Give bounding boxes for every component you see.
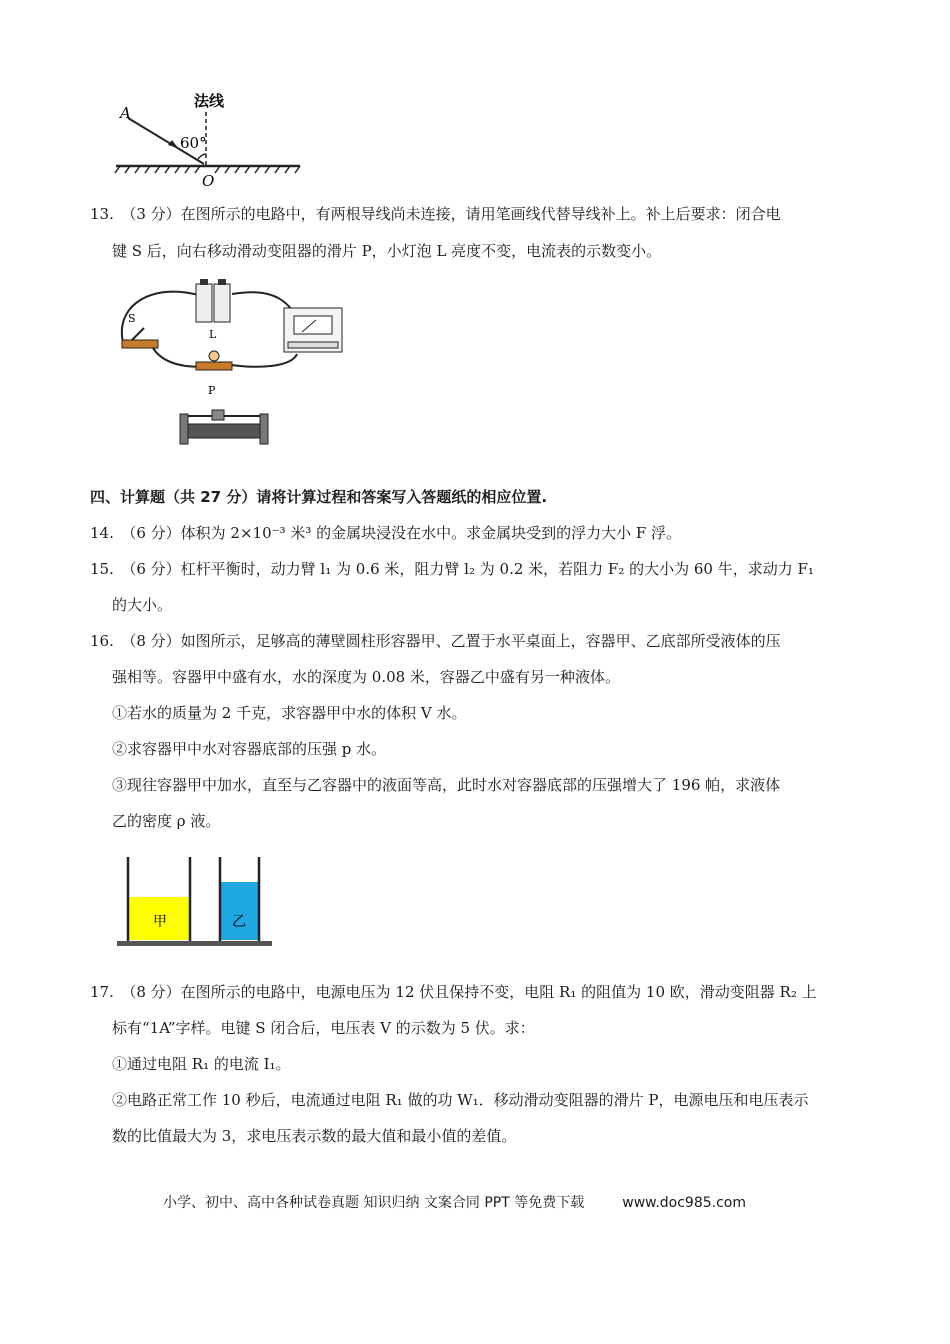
ray-arrowhead [168, 140, 178, 148]
ammeter-icon [284, 308, 342, 352]
wire-lamp-ammeter [224, 354, 297, 367]
footer-url[interactable]: www.doc985.com [622, 1195, 746, 1211]
containers-figure [115, 852, 275, 952]
footer-text: 小学、初中、高中各种试卷真题 知识归纳 文案合同 PPT 等免费下载 [163, 1195, 585, 1211]
q17-line2: 标有“1A”字样。电键 S 闭合后，电压表 V 的示数为 5 伏。求： [112, 1019, 535, 1037]
q13-line2: 键 S 后，向右移动滑动变阻器的滑片 P，小灯泡 L 亮度不变，电流表的示数变小。 [112, 242, 662, 260]
q16-part1: ①若水的质量为 2 千克，求容器甲中水的体积 V 水。 [112, 704, 467, 722]
q16-part3b: 乙的密度 ρ 液。 [112, 812, 221, 830]
q17-part1: ①通过电阻 R₁ 的电流 I₁。 [112, 1055, 291, 1073]
q16-line1: 16. （8 分）如图所示，足够高的薄壁圆柱形容器甲、乙置于水平桌面上，容器甲、乙底部所受液体的压 [90, 632, 781, 650]
container-a-label: 甲 [153, 914, 167, 930]
q14-line1: 14. （6 分）体积为 2×10⁻³ 米³ 的金属块浸没在水中。求金属块受到的浮力大小 F 浮。 [90, 524, 682, 542]
q13-line1: 13. （3 分）在图所示的电路中，有两根导线尚未连接，请用笔画线代替导线补上。补上后要求：闭合电 [90, 205, 781, 223]
container-b-liquid [221, 882, 258, 940]
q16-part3a: ③现往容器甲中加水，直至与乙容器中的液面等高，此时水对容器底部的压强增大了 196 帕，求液体 [112, 776, 781, 794]
point-label-o: O [202, 172, 215, 190]
q15-line2: 的大小。 [112, 596, 173, 614]
q15-line1: 15. （6 分）杠杆平衡时，动力臂 l₁ 为 0.6 米，阻力臂 l₂ 为 0.2 米，若阻力 F₂ 的大小为 60 牛，求动力 F₁ [90, 560, 814, 578]
circuit-figure [112, 276, 357, 456]
angle-label: 60° [180, 134, 207, 152]
lamp-label: L [209, 328, 217, 341]
normal-line-label: 法线 [194, 92, 225, 110]
lamp-icon [196, 351, 232, 370]
optics-reflection-figure [110, 88, 310, 190]
section4-heading: 四、计算题（共 27 分）请将计算过程和答案写入答题纸的相应位置. [90, 488, 548, 506]
q17-part2b: 数的比值最大为 3，求电压表示数的最大值和最小值的差值。 [112, 1127, 517, 1145]
rheostat-icon [180, 410, 268, 444]
switch-label: S [128, 312, 136, 325]
page-footer [163, 1192, 746, 1212]
q17-line1: 17. （8 分）在图所示的电路中，电源电压为 12 伏且保持不变，电阻 R₁ 的阻值为 10 欧，滑动变阻器 R₂ 上 [90, 983, 817, 1001]
table-surface [117, 941, 272, 946]
battery-icon [196, 279, 230, 322]
q16-part2: ②求容器甲中水对容器底部的压强 p 水。 [112, 740, 387, 758]
container-b-label: 乙 [232, 914, 246, 930]
angle-arc [198, 154, 206, 159]
switch-icon [122, 328, 158, 348]
q17-part2a: ②电路正常工作 10 秒后，电流通过电阻 R₁ 做的功 W₁．移动滑动变阻器的滑片 P，电源电压和电压表示 [112, 1091, 809, 1109]
q16-line2: 强相等。容器甲中盛有水，水的深度为 0.08 米，容器乙中盛有另一种液体。 [112, 668, 620, 686]
rheostat-label: P [208, 384, 216, 397]
ray-label-a: A [120, 104, 131, 122]
